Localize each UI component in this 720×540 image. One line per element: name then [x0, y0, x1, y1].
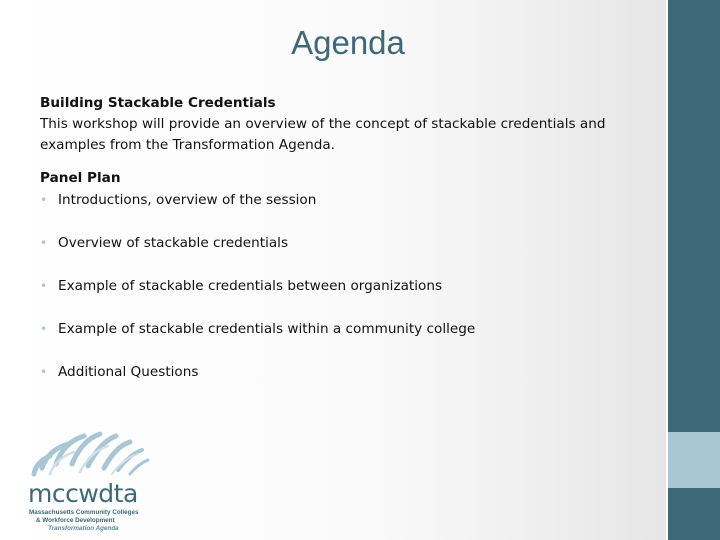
intro-text: This workshop will provide an overview of the concept of stackable credentials and examples from the Transformation Agenda.: [40, 116, 606, 153]
spacer: [40, 156, 660, 168]
spacer: [40, 340, 660, 361]
side-divider: [666, 0, 668, 540]
fan-arcs-icon: [28, 428, 152, 480]
list-item: [40, 318, 660, 340]
logo-line-1: Massachusetts Community Colleges: [29, 509, 139, 516]
bullet-icon: •: [40, 193, 48, 207]
bullet-icon: •: [40, 322, 48, 336]
list-item: [40, 232, 660, 254]
mccwdta-logo: [28, 428, 152, 536]
list-item-text: Example of stackable credentials within a community college: [58, 321, 476, 337]
side-bar-bottom: [666, 488, 720, 540]
spacer: [40, 297, 660, 318]
panel-heading: Panel Plan: [40, 170, 121, 186]
list-item: [40, 189, 660, 211]
list-item: [40, 361, 660, 383]
list-item-text: Introductions, overview of the session: [58, 192, 317, 208]
spacer: [40, 254, 660, 275]
logo-line-2: & Workforce Development: [36, 517, 115, 524]
spacer: [40, 211, 660, 232]
bullet-icon: •: [40, 365, 48, 379]
list-item-text: Overview of stackable credentials: [58, 235, 289, 251]
list-item-text: Example of stackable credentials between organizations: [58, 278, 443, 294]
slide-title: Agenda: [291, 24, 405, 61]
bullet-icon: •: [40, 236, 48, 250]
side-bar-top: [666, 0, 720, 432]
side-bar-accent: [666, 432, 720, 488]
list-item-text: Additional Questions: [58, 364, 199, 380]
logo-line-3: Transformation Agenda: [48, 525, 119, 532]
list-item: [40, 275, 660, 297]
slide-content: [40, 93, 660, 383]
bullet-icon: •: [40, 279, 48, 293]
intro-heading: Building Stackable Credentials: [40, 95, 276, 111]
logo-name: mccwdta: [28, 479, 138, 508]
